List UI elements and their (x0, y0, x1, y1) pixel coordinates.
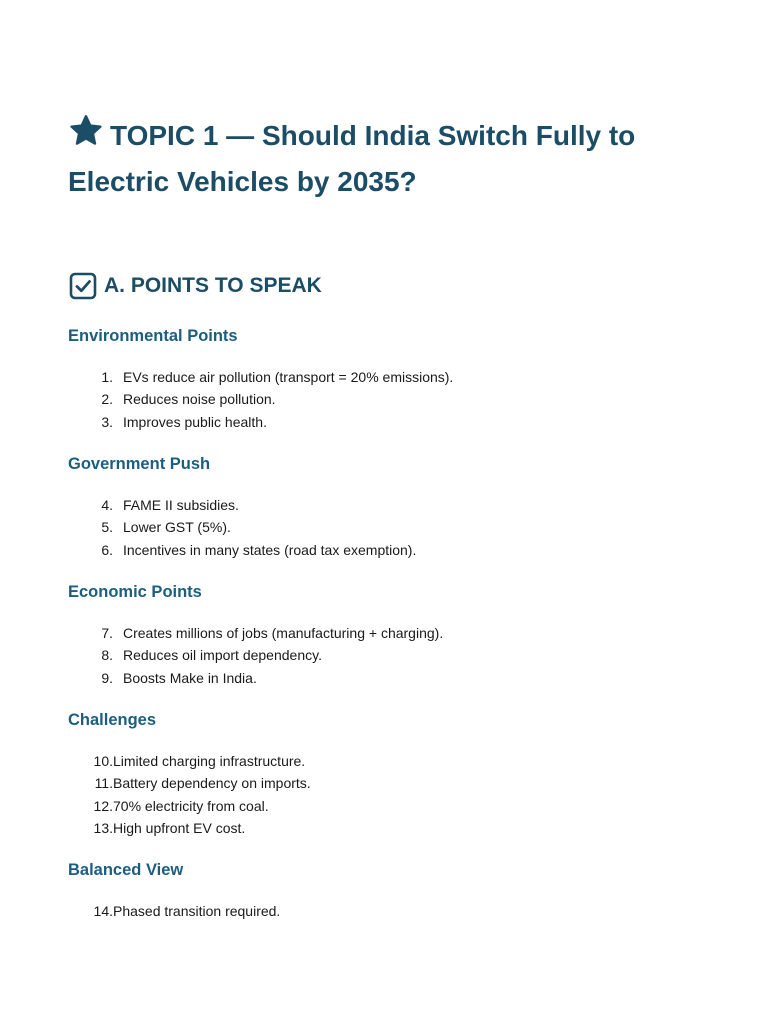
item-number: 13. (93, 820, 113, 837)
list-item (68, 772, 311, 794)
group-government (68, 453, 416, 561)
item-text: Incentives in many states (road tax exemption). (123, 541, 417, 558)
item-number: 6. (101, 541, 113, 558)
list-item (68, 539, 416, 561)
item-text: Creates millions of jobs (manufacturing + charging). (123, 625, 444, 641)
item-number: 12. (93, 797, 113, 814)
item-text: Lower GST (5%). (123, 519, 231, 536)
item-number: 14. (93, 903, 113, 919)
numbered-list (68, 900, 280, 922)
item-text: Phased transition required. (113, 903, 281, 919)
group-economic (68, 581, 443, 689)
item-text: Boosts Make in India. (123, 669, 257, 686)
page-title-text: TOPIC 1 — Should India Switch Fully to Electric Vehicles by 2035? (68, 120, 636, 197)
item-text: Improves public health. (123, 413, 267, 430)
item-number: 4. (101, 497, 113, 513)
group-challenges (68, 709, 311, 840)
section-heading-text: A. POINTS TO SPEAK (104, 274, 322, 297)
item-number: 8. (101, 647, 113, 664)
list-item (68, 366, 453, 388)
numbered-list (68, 750, 311, 840)
group-environmental (68, 325, 453, 433)
item-number: 5. (101, 519, 113, 536)
item-text: Limited charging infrastructure. (113, 753, 306, 769)
item-text: EVs reduce air pollution (transport = 20% emissions). (123, 369, 454, 385)
list-item (68, 644, 443, 666)
list-item (68, 494, 416, 516)
list-item (68, 750, 311, 772)
checkbox-icon (68, 271, 98, 301)
item-text: High upfront EV cost. (113, 820, 246, 837)
item-number: 2. (101, 391, 113, 408)
list-item (68, 516, 416, 538)
numbered-list (68, 494, 416, 561)
item-number: 1. (101, 369, 113, 385)
list-item (68, 795, 311, 817)
group-heading: Government Push (68, 455, 211, 473)
list-item (68, 411, 453, 433)
group-balanced-view (68, 859, 280, 922)
item-text: 70% electricity from coal. (113, 797, 269, 814)
list-item (68, 622, 443, 644)
list-item (68, 667, 443, 689)
list-item (68, 900, 280, 922)
item-number: 9. (101, 669, 113, 686)
star-icon (68, 113, 104, 149)
group-heading: Challenges (68, 711, 157, 729)
group-heading: Balanced View (68, 861, 184, 879)
item-number: 7. (101, 625, 113, 641)
group-heading: Environmental Points (68, 327, 238, 345)
numbered-list (68, 622, 443, 689)
numbered-list (68, 366, 453, 433)
item-text: Reduces oil import dependency. (123, 647, 322, 664)
item-text: Reduces noise pollution. (123, 391, 276, 408)
item-number: 10. (93, 753, 113, 769)
item-number: 11. (94, 775, 113, 792)
item-text: FAME II subsidies. (123, 497, 239, 513)
item-number: 3. (101, 413, 113, 430)
page-title (68, 113, 688, 205)
item-text: Battery dependency on imports. (113, 775, 311, 792)
list-item (68, 817, 311, 839)
list-item (68, 388, 453, 410)
group-heading: Economic Points (68, 583, 202, 601)
section-heading (68, 268, 322, 304)
